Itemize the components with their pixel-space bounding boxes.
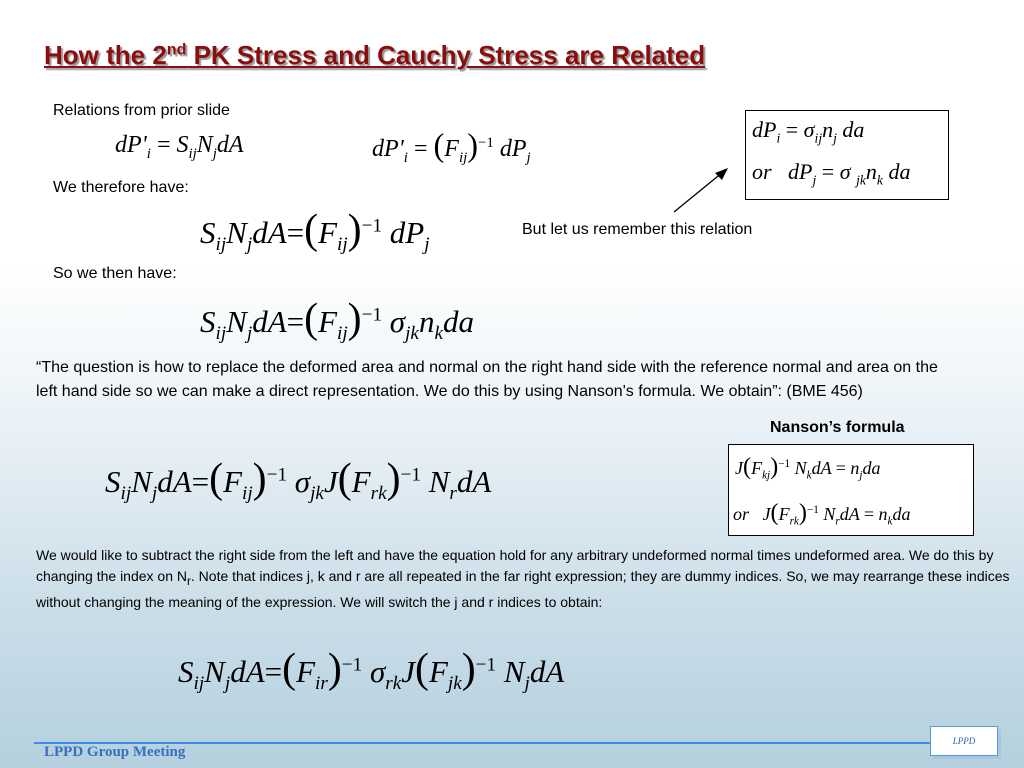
equation-dPi-sigma: $dP_i = \sigma_{ij}n_j$ da (752, 117, 865, 146)
lppd-logo: LPPD (930, 726, 998, 756)
equation-dPj-sigma: or $dP_j = \sigma$ $_{jk}n_k$ da (752, 159, 911, 188)
relations-label: Relations from prior slide (53, 102, 230, 119)
remember-label: But let us remember this relation (522, 221, 753, 238)
equation-then: $S_{ij}N_jdA=(F_{ij})^{-1}$ $\sigma_{jk}n_kda$ (200, 296, 474, 345)
nanson-box (728, 444, 974, 536)
then-label: So we then have: (53, 265, 177, 282)
equation-nanson-1: $J(F_{kj})^{-1}$ $N_kdA = n_jda$ (735, 453, 881, 482)
slide-title: How the 2nd PK Stress and Cauchy Stress are Related (44, 40, 706, 70)
subtract-paragraph: We would like to subtract the right side from the left and have the equation hold for any arbitrary undeformed normal times undeformed area. We do this by changing the index on $N_r$. Note that indices j, k and r are all repeated in the far right expression; they are dummy indices. So, we may rearrange these indices without changing the meaning of the expression. We will switch the j and r indices to obtain: (36, 547, 1010, 610)
cauchy-relation-box (745, 110, 949, 200)
nanson-label: Nanson’s formula (770, 419, 905, 436)
pointer-arrow (660, 160, 740, 220)
equation-nanson-2: or $J(F_{rk})^{-1}$ $N_rdA = n_kda$ (733, 499, 911, 528)
equation-final: $S_{ij}N_jdA=(F_{ir})^{-1}$ $\sigma_{rk}J(F_{jk})^{-1}$ $N_jdA$ (178, 646, 565, 695)
quote-paragraph: “The question is how to replace the deformed area and normal on the right hand side with the reference normal and area on the left hand side so we can make a direct representation. We do this by using Nanson's formula. We obtain”: (BME 456) (36, 359, 938, 400)
therefore-label: We therefore have: (53, 179, 189, 196)
equation-dPi-Finv: $dP'_i = (F_{ij})^{-1}$ $dP_j$ (372, 128, 531, 166)
equation-therefore: $S_{ij}N_jdA=(F_{ij})^{-1}$ $dP_j$ (200, 207, 430, 256)
equation-dPi-SijNj: $dP'_i = S_{ij}N_jdA$ (115, 132, 244, 162)
footer-group-name: LPPD Group Meeting (44, 744, 186, 760)
equation-with-nanson: $S_{ij}N_jdA=(F_{ij})^{-1}$ $\sigma_{jk}J(F_{rk})^{-1}$ $N_rdA$ (105, 456, 492, 505)
